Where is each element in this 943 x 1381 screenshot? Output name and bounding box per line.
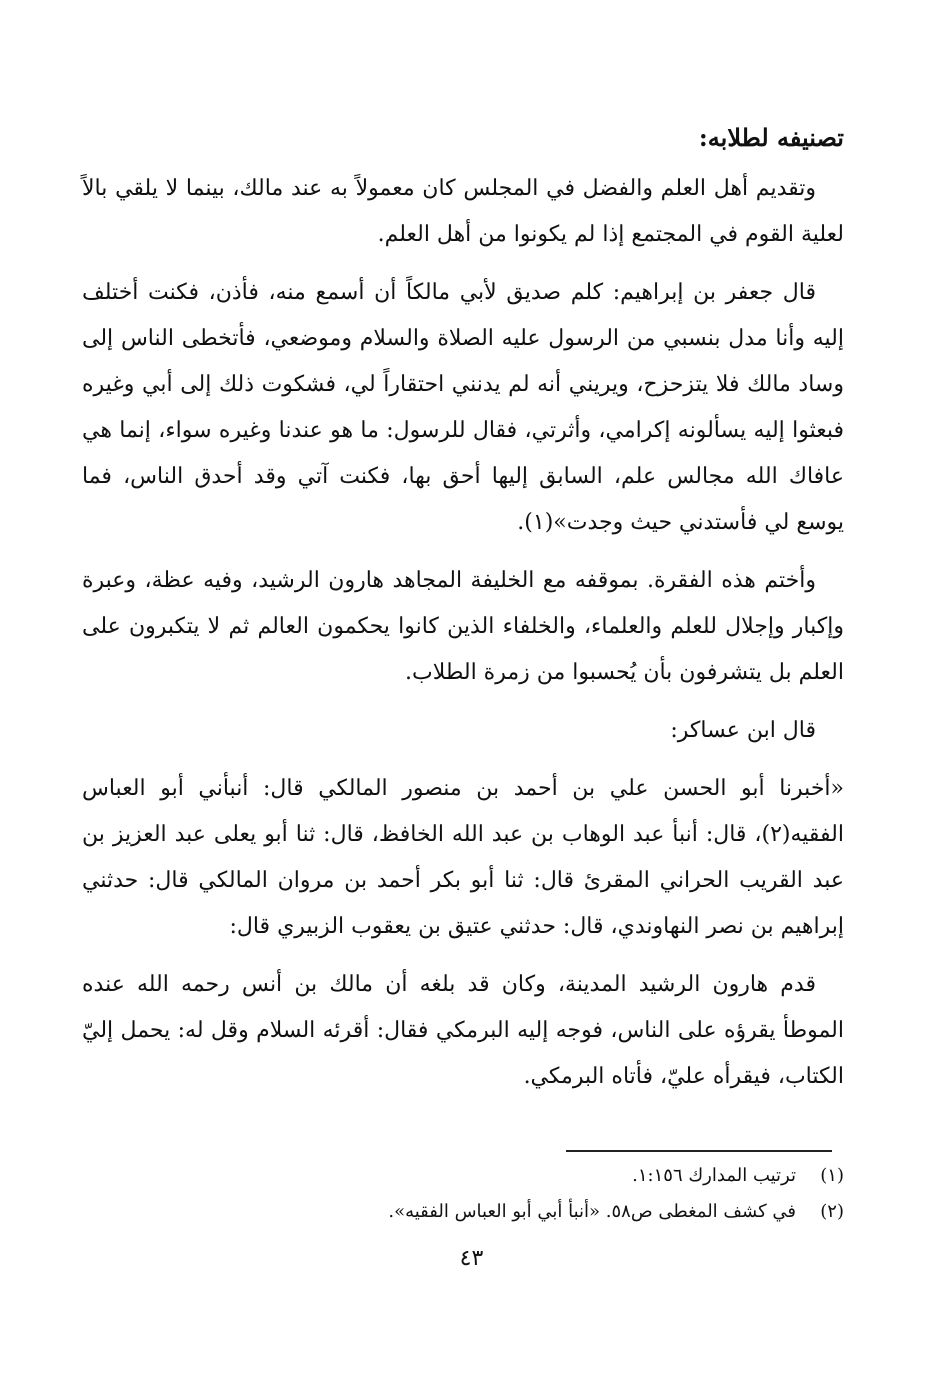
paragraph-1: وتقديم أهل العلم والفضل في المجلس كان معمولاً به عند مالك، بينما لا يلقي بالاً لعلية القوم في المجتمع إذا لم يكونوا من أهل العلم. (82, 176, 844, 247)
footnote-text: في كشف المغطى ص٥٨. «أنبأ أبي أبو العباس الفقيه». (388, 1201, 796, 1222)
paragraph-6: قدم هارون الرشيد المدينة، وكان قد بلغه أن مالك بن أنس رحمه الله عنده الموطأ يقرؤه على الناس، فوجه إليه البرمكي فقال: أقرئه السلام وقل له: يحمل إليّ الكتاب، فيقرأه عليّ، فأتاه البرمكي. (82, 972, 844, 1089)
footnote-divider (566, 1150, 832, 1152)
page-body (82, 118, 844, 1112)
paragraph-3: وأختم هذه الفقرة. بموقفه مع الخليفة المجاهد هارون الرشيد، وفيه عظة، وعبرة وإكبار وإجلال للعلم والعلماء، والخلفاء الذين كانوا يحكمون العالم ثم لا يتكبرون على العلم بل يتشرفون بأن يُحسبوا من زمرة الطلاب. (82, 568, 844, 685)
footnote-2 (82, 1194, 844, 1230)
section-heading: تصنيفه لطلابه: (698, 123, 844, 152)
footnotes (82, 1158, 844, 1230)
footnote-text: ترتيب المدارك ١:١٥٦. (632, 1165, 796, 1186)
page-number: ٤٣ (459, 1246, 484, 1271)
paragraph-2: قال جعفر بن إبراهيم: كلم صديق لأبي مالكاً أن أسمع منه، فأذن، فكنت أختلف إليه وأنا مدل بنسبي من الرسول عليه الصلاة والسلام وموضعي، فأتخطى الناس إلى وساد مالك فلا يتزحزح، ويريني أنه لم يدنني احتقاراً لي، فشكوت ذلك إلى أبي وغيره فبعثوا إليه يسألونه إكرامي، وأثرتي، فقال للرسول: ما هو عندنا وغيره سواء، إنما هي عافاك الله مجالس علم، السابق إليها أحق بها، فكنت آتي وقد أحدق الناس، فما يوسع لي فأستدني حيث وجدت»(١). (82, 280, 844, 535)
paragraph-4: قال ابن عساكر: (670, 718, 816, 743)
footnote-1 (82, 1158, 844, 1194)
paragraph-5: «أخبرنا أبو الحسن علي بن أحمد بن منصور المالكي قال: أنبأني أبو العباس الفقيه(٢)، قال: أنبأ عبد الوهاب بن عبد الله الخافظ، قال: ثنا أبو يعلى عبد العزيز بن عبد القريب الحراني المقرئ قال: ثنا أبو بكر أحمد بن مروان المالكي قال: حدثني إبراهيم بن نصر النهاوندي، قال: حدثني عتيق بن يعقوب الزبيري قال: (82, 776, 844, 939)
footnote-number: (٢) (820, 1201, 844, 1222)
footnote-number: (١) (820, 1165, 844, 1186)
